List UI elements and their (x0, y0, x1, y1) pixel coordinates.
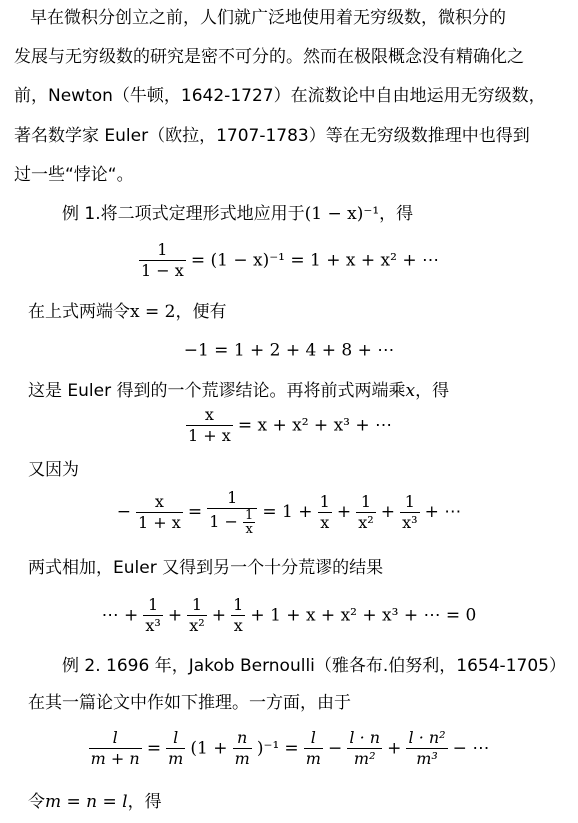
equation-1: $\frac{1}{1 - x}$ = (1 − x)⁻¹ = 1 + x + x² + ⋯ (140, 240, 440, 280)
let-x-line: 在上式两端令x = 2，便有 (28, 302, 227, 322)
para1-line4: 著名数学家 Euler（欧拉，1707-1783）等在无穷级数推理中也得到 (14, 126, 530, 146)
equation-4: − $\frac{x}{1 + x}$ = 1 1 − $\frac{1}{x}$ = 1 + $\frac{1}{x}$ + $\frac{1}{\text{x²}}$ + $\frac{1}{\text{x³}}$ + ⋯ (116, 488, 462, 537)
sum-line: 两式相加，Euler 又得到另一个十分荒谬的结果 (28, 558, 384, 578)
para1-line5: 过一些“悖论“。 (14, 165, 134, 185)
equation-5: ⋯ + $\frac{1}{\text{x³}}$ + $\frac{1}{\text{x²}}$ + $\frac{1}{x}$ + 1 + x + x² + x³ + ⋯ = 0 (101, 595, 477, 635)
equation-3: $\frac{x}{1 + x}$ = x + x² + x³ + ⋯ (187, 405, 393, 445)
again-line: 又因为 (28, 460, 79, 480)
para1-line2: 发展与无穷级数的研究是密不可分的。然而在极限概念没有精确化之 (14, 47, 524, 67)
equation-2: −1 = 1 + 2 + 4 + 8 + ⋯ (183, 340, 395, 361)
para1-line1: 早在微积分创立之前，人们就广泛地使用着无穷级数，微积分的 (30, 8, 506, 28)
example2-line1: 例 2. 1696 年，Jakob Bernoulli（雅各布.伯努利，1654-1705） (62, 656, 566, 676)
equation-6: $\frac{l}{m + n}$ = $\frac{l}{m}$ (1 + $\frac{n}{m}$ )⁻¹ = $\frac{l}{m}$ − $\frac{l \cdot n}{\text{m²}}$ + $\frac{\text{l · n²}}{\text{m³}}$ − ⋯ (90, 728, 490, 768)
example1-intro: 例 1.将二项式定理形式地应用于(1 − x)⁻¹，得 (62, 204, 414, 224)
conclusion-line: 这是 Euler 得到的一个荒谬结论。再将前式两端乘x，得 (28, 381, 450, 401)
example2-line2: 在其一篇论文中作如下推理。一方面，由于 (28, 693, 351, 713)
para1-line3: 前，Newton（牛顿，1642-1727）在流数论中自由地运用无穷级数， (14, 86, 546, 106)
let-mnl-line: 令m = n = l，得 (28, 792, 162, 812)
